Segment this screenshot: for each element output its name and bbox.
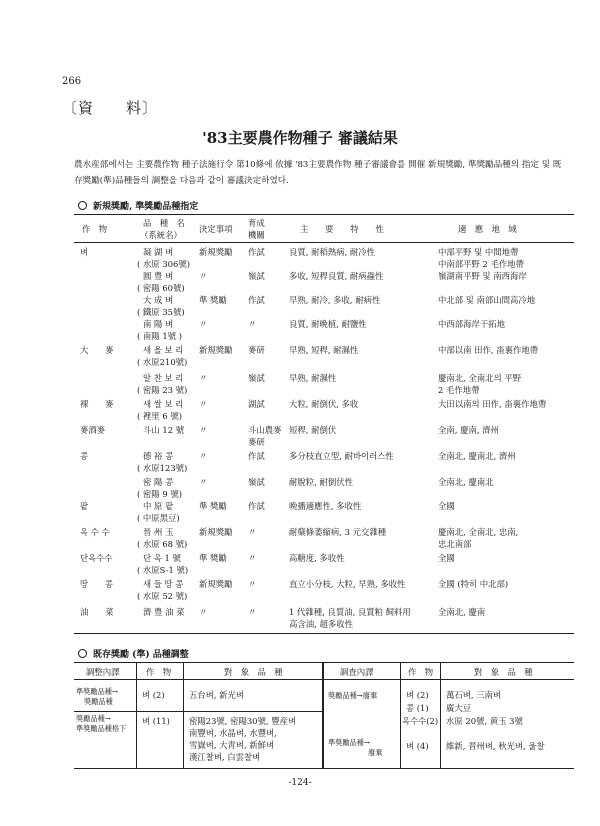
- t2-right-crop: 벼 (4): [406, 741, 429, 751]
- row-variety: 德 裕 콩: [143, 451, 174, 461]
- row-region: 中北部 및 南部山間高冷地: [438, 295, 536, 305]
- row-variety-sub: ( 水原123號): [137, 463, 188, 473]
- t2-left-content: 獎勵品種→: [76, 714, 111, 723]
- row-region2: 中南部平野 2 毛作地帶: [438, 259, 525, 269]
- t2-header-content-a: 調整內譯: [86, 667, 120, 677]
- row-region: 全南北, 慶南北: [438, 477, 494, 487]
- row-crop: 벼: [80, 247, 89, 257]
- row-org: 斗山農麥: [248, 425, 282, 435]
- row-variety: 南 陽 벼: [143, 319, 174, 329]
- row-org: 〃: [248, 579, 257, 589]
- page-number: 266: [62, 76, 82, 87]
- table1-top-rule: [74, 214, 574, 215]
- row-region: 全南北, 慶南: [438, 607, 486, 617]
- row-traits: 耐蘖條萎縮病, 3 元交雜種: [289, 527, 387, 537]
- row-variety: 알 찬 보 리: [143, 373, 184, 383]
- row-traits2: 高含油, 超多收性: [289, 619, 353, 629]
- row-org: 〃: [248, 553, 257, 563]
- t2-left-target: 五台벼, 新光벼: [189, 690, 245, 700]
- row-traits: 多分枝直立型, 耐바이러스性: [289, 451, 394, 461]
- row-variety-sub: ( 水原 306號): [137, 259, 190, 269]
- row-traits: 耐脫粒, 耐倒伏性: [289, 477, 353, 487]
- t2-header-crop-a: 作 物: [146, 667, 172, 677]
- row-decision: 新規獎勵: [199, 527, 233, 537]
- row-variety: 새 쌀 보 리: [143, 399, 184, 409]
- row-variety-sub: ( 水原 52 號): [137, 591, 188, 601]
- t2-right-content: 獎勵品種→廢棄: [328, 691, 378, 700]
- table2-col-divider: [440, 662, 441, 768]
- row-decision: 準 獎勵: [199, 553, 227, 563]
- t2-left-crop: 벼 (2): [142, 690, 165, 700]
- header-decision: 決定事項: [199, 224, 233, 234]
- row-traits: 早熟, 短稈, 耐濕性: [289, 345, 359, 355]
- row-org: 嶺試: [248, 477, 265, 487]
- section2-heading: [78, 647, 189, 660]
- row-org: 〃: [248, 527, 257, 537]
- t2-right-target: 廣大豆: [446, 703, 472, 713]
- t2-right-crop: 옥수수(2): [402, 716, 439, 726]
- t2-header-target-b: 對 象 品 種: [474, 667, 533, 677]
- row-region: 中部平野 및 中間地帶: [438, 247, 519, 257]
- row-traits: 高糖度, 多收性: [289, 553, 345, 563]
- row-region: 全國 (特히 中北部): [438, 579, 509, 589]
- t2-right-crop: 콩 (1): [406, 703, 429, 713]
- row-org2: 麥研: [248, 437, 265, 447]
- row-decision: 〃: [199, 451, 208, 461]
- row-traits: 直立小分枝, 大粒, 早熟, 多收性: [289, 579, 406, 589]
- t2-left-target: 密陽23號, 密陽30號, 豐産벼: [189, 716, 297, 726]
- row-region: 大田以南의 田作, 畓裏作地帶: [438, 399, 547, 409]
- row-org: 麥研: [248, 345, 265, 355]
- row-region: 嶺湖南平野 및 南西海岸: [438, 271, 527, 281]
- row-variety: 晉 州 玉: [143, 527, 174, 537]
- row-decision: 〃: [199, 271, 208, 281]
- t2-left-content-2: 獎勵品種: [84, 697, 113, 706]
- row-crop: 옥 수 수: [80, 527, 110, 537]
- row-crop: 땅 콩: [80, 579, 113, 589]
- table1-header-rule: [74, 242, 574, 243]
- table2-mid-divider: [322, 662, 324, 768]
- t2-left-crop: 벼 (11): [142, 716, 170, 726]
- row-traits: 大粒, 耐倒伏, 多收: [289, 399, 359, 409]
- row-decision: 準 獎勵: [199, 295, 227, 305]
- row-traits: 多收, 短稈良質, 耐病蟲性: [289, 271, 384, 281]
- row-variety-sub: ( 密陽 23 號): [137, 385, 188, 395]
- row-traits: 1 代雜種, 良質油, 良質粕 飼料用: [289, 607, 411, 617]
- row-region: 全南, 慶南, 濟州: [438, 425, 499, 435]
- row-variety-sub: ( 南陽 1號 ): [137, 331, 182, 341]
- section1-heading: [78, 199, 198, 212]
- row-variety: 斗山 12 號: [143, 425, 185, 435]
- circle-bullet-icon: [78, 201, 87, 210]
- row-traits: 晩播適應性, 多收性: [289, 501, 362, 511]
- row-org: 作試: [248, 451, 265, 461]
- circle-bullet-icon: [78, 649, 87, 658]
- row-variety: 새 올 보 리: [143, 345, 184, 355]
- row-decision: 〃: [199, 425, 208, 435]
- row-decision: 新規獎勵: [199, 345, 233, 355]
- section-tag: 〔資 料〕: [62, 99, 159, 117]
- row-variety: 密 陽 콩: [143, 477, 174, 487]
- row-region: 中西部海岸干拓地: [438, 319, 505, 329]
- t2-header-target-a: 對 象 品 種: [224, 667, 283, 677]
- t2-left-content-2: 準獎勵品種格下: [76, 724, 127, 733]
- table1-bottom-rule: [74, 633, 574, 634]
- row-crop: 콩: [80, 451, 89, 461]
- table2-col-divider: [183, 662, 184, 768]
- table2-top-rule: [74, 662, 574, 663]
- row-org: 〃: [248, 607, 257, 617]
- row-traits: 良質, 耐稻熱病, 耐冷性: [289, 247, 376, 257]
- row-traits: 良質, 耐晩植, 耐鹽性: [289, 319, 367, 329]
- row-variety: 大 成 벼: [143, 295, 174, 305]
- row-variety-sub: ( 密陽 9 號): [137, 489, 182, 499]
- row-variety-sub: ( 水原S-1 號): [137, 565, 189, 575]
- row-variety: 濟 豊 油 菜: [143, 607, 185, 617]
- row-crop: 麥酒麥: [80, 425, 106, 435]
- row-org: 作試: [248, 295, 265, 305]
- t2-left-content: 準獎勵品種→: [76, 687, 118, 696]
- t2-right-content: 準獎勵品種→: [328, 738, 370, 747]
- header-crop: 作 物: [82, 224, 108, 234]
- t2-right-crop: 벼 (2): [406, 690, 429, 700]
- t2-header-content-b: 調査內譯: [340, 667, 374, 677]
- table2-bottom-rule: [74, 768, 574, 769]
- header-trial-a: 育成: [248, 218, 265, 228]
- t2-left-target: 雪嶽벼, 大靑벼, 新鮮벼: [189, 740, 275, 750]
- row-decision: 〃: [199, 607, 208, 617]
- row-org: 〃: [248, 319, 257, 329]
- intro-paragraph: 農水産部에서는 主要農作物 種子法施行令 第10條에 依據 '83主要農作物 種子審議會를 開催 新規獎勵, 準獎勵品種의 指定 및 既存獎勵(準)品種들의 調整을 다음과 같이 審議決定하였다.: [74, 160, 562, 186]
- row-variety-sub: ( 中原黑豆): [137, 513, 180, 523]
- row-region: 全國: [438, 501, 455, 511]
- header-region: 適 應 地 域: [458, 224, 517, 234]
- row-region: 慶南北, 全南北의 平野: [438, 373, 522, 383]
- row-decision: 〃: [199, 399, 208, 409]
- row-crop: 팥: [80, 501, 89, 511]
- table2-col-divider: [136, 662, 137, 768]
- row-org: 湖試: [248, 399, 265, 409]
- t2-left-target: 南豐벼, 水晶벼, 水豐벼,: [189, 728, 277, 738]
- row-variety-sub: ( 水原 68 號): [137, 539, 188, 549]
- header-variety-sub: （系統名）: [140, 230, 182, 240]
- t2-right-target: 水原 20號, 黄玉 3號: [446, 716, 523, 726]
- t2-right-target: 萬石벼, 三南벼: [446, 690, 502, 700]
- row-traits: 短稈, 耐倒伏: [289, 425, 337, 435]
- row-decision: 新規獎勵: [199, 247, 233, 257]
- row-variety: 圓 豊 벼: [143, 271, 174, 281]
- row-crop: 단옥수수: [80, 553, 113, 563]
- row-region: 全國: [438, 553, 455, 563]
- row-region: 中部以南 田作, 畓裏作地帶: [438, 345, 539, 355]
- t2-right-content-2: 廢棄: [368, 748, 383, 757]
- row-decision: 準 獎勵: [199, 501, 227, 511]
- row-region: 全南北, 慶南北, 濟州: [438, 451, 516, 461]
- header-trial-b: 機關: [248, 230, 265, 240]
- header-traits: 主 要 特 性: [300, 224, 384, 234]
- t2-left-target: 漢江찰벼, 白雲찰벼: [189, 752, 261, 762]
- row-variety: 中 原 팥: [143, 501, 174, 511]
- row-variety-sub: ( 裡里 6 號): [137, 411, 182, 421]
- row-variety: 새 들 땅 콩: [143, 579, 184, 589]
- row-region2: 2 毛作地帶: [438, 385, 480, 395]
- row-decision: 〃: [199, 373, 208, 383]
- row-region2: 忠北南部: [438, 539, 472, 549]
- row-decision: 新規獎勵: [199, 579, 233, 589]
- row-traits: 早熟, 耐冷, 多收, 耐病性: [289, 295, 381, 305]
- table2-left-row-rule: [74, 711, 322, 712]
- row-crop: 大 麥: [80, 345, 114, 355]
- section1-title: 新規獎勵, 準獎勵品種指定: [93, 202, 199, 212]
- row-org: 作試: [248, 247, 265, 257]
- row-crop: 裸 麥: [80, 399, 114, 409]
- row-traits: 早熟, 耐濕性: [289, 373, 337, 383]
- row-variety-sub: ( 水原210號): [137, 357, 188, 367]
- table2-header-rule: [74, 679, 574, 680]
- row-region: 慶南北, 全南北, 忠南,: [438, 527, 519, 537]
- t2-right-target: 維新, 晋州벼, 秋光벼, 울찰: [446, 741, 545, 751]
- row-crop: 油 菜: [80, 607, 114, 617]
- row-variety: 단 옥 1 號: [143, 553, 181, 563]
- row-variety: 凝 湖 벼: [143, 247, 174, 257]
- table2-col-divider: [400, 662, 401, 768]
- page-title: '83主要農作物種子 審議結果: [202, 129, 398, 147]
- row-org: 作試: [248, 501, 265, 511]
- header-variety: 品 種 名: [143, 218, 185, 228]
- row-org: 嶺試: [248, 271, 265, 281]
- row-variety-sub: ( 鐵原 35號): [137, 307, 185, 317]
- row-org: 嶺試: [248, 373, 265, 383]
- section2-title: 既存獎勵 (準) 品種調整: [93, 650, 189, 660]
- row-decision: 〃: [199, 319, 208, 329]
- t2-header-crop-b: 作 物: [408, 667, 434, 677]
- row-variety-sub: ( 密陽 60號): [137, 283, 185, 293]
- page-footer-number: -124-: [288, 778, 312, 788]
- row-decision: 〃: [199, 477, 208, 487]
